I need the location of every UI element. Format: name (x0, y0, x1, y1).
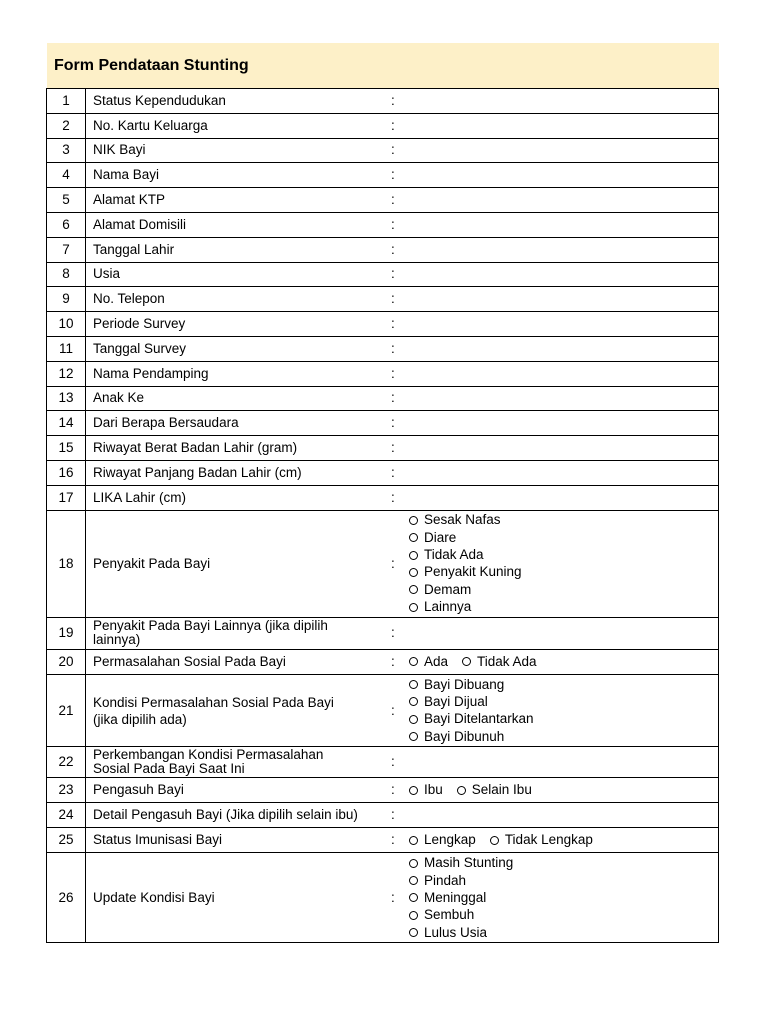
radio-circle-icon[interactable] (409, 657, 418, 666)
row-label (86, 312, 392, 337)
radio-option-label: Lengkap (424, 832, 476, 848)
radio-circle-icon[interactable] (409, 516, 418, 525)
row-number: 21 (47, 674, 86, 747)
radio-group (409, 675, 718, 747)
form-table-body (47, 89, 719, 943)
row-value-field[interactable] (407, 747, 719, 778)
radio-circle-icon[interactable] (409, 533, 418, 542)
row-value-field[interactable] (407, 262, 719, 287)
form-row (47, 89, 719, 114)
row-label-text: Tanggal Survey (93, 340, 187, 356)
form-row (47, 188, 719, 213)
row-number: 24 (47, 803, 86, 828)
form-row (47, 163, 719, 188)
form-title-bar (47, 43, 719, 88)
row-label (86, 747, 392, 778)
radio-option-label: Bayi Dijual (424, 693, 488, 709)
form-row (47, 803, 719, 828)
row-separator: : (391, 510, 407, 617)
form-row (47, 336, 719, 361)
radio-option-label: Tidak Ada (477, 653, 537, 669)
row-separator: : (391, 828, 407, 853)
row-label (86, 485, 392, 510)
row-value-field[interactable] (407, 287, 719, 312)
radio-circle-icon[interactable] (409, 911, 418, 920)
form-row (47, 510, 719, 617)
form-row (47, 262, 719, 287)
row-label-text: Pengasuh Bayi (93, 782, 184, 798)
row-value-field[interactable] (407, 510, 719, 617)
form-row (47, 828, 719, 853)
form-row (47, 747, 719, 778)
row-separator: : (391, 113, 407, 138)
row-label-text: Alamat KTP (93, 192, 166, 208)
radio-option[interactable] (409, 711, 718, 728)
row-value-field[interactable] (407, 113, 719, 138)
form-row (47, 649, 719, 674)
row-separator: : (391, 803, 407, 828)
row-label-text: Nama Bayi (93, 167, 160, 183)
form-row (47, 411, 719, 436)
row-value-field[interactable] (407, 312, 719, 337)
row-label-text: Tanggal Lahir (93, 241, 175, 257)
radio-circle-icon[interactable] (409, 732, 418, 741)
radio-option[interactable] (409, 924, 718, 941)
radio-circle-icon[interactable] (409, 715, 418, 724)
row-label-text: Riwayat Panjang Badan Lahir (cm) (93, 464, 302, 480)
row-label (86, 336, 392, 361)
row-separator: : (391, 312, 407, 337)
row-separator: : (391, 287, 407, 312)
row-label-text: Anak Ke (93, 390, 145, 406)
row-value-field[interactable] (407, 853, 719, 943)
form-row (47, 113, 719, 138)
radio-option[interactable] (409, 693, 718, 710)
row-label (86, 188, 392, 213)
radio-circle-icon[interactable] (490, 836, 499, 845)
row-number: 20 (47, 649, 86, 674)
row-number: 26 (47, 853, 86, 943)
row-label (86, 460, 392, 485)
row-label (86, 262, 392, 287)
form-row (47, 436, 719, 461)
row-label-text: Periode Survey (93, 316, 186, 332)
radio-option[interactable] (409, 854, 718, 871)
row-value-field[interactable] (407, 237, 719, 262)
radio-circle-icon[interactable] (409, 568, 418, 577)
radio-group (409, 781, 718, 800)
radio-option[interactable] (409, 907, 718, 924)
radio-circle-icon[interactable] (409, 585, 418, 594)
form-row (47, 485, 719, 510)
radio-option-label: Lainnya (424, 599, 472, 615)
form-row (47, 674, 719, 747)
radio-option-label: Selain Ibu (471, 782, 532, 798)
radio-option-label: Ada (424, 653, 449, 669)
radio-group (409, 511, 718, 617)
row-number: 13 (47, 386, 86, 411)
radio-option-label: Ibu (424, 782, 443, 798)
row-number: 7 (47, 237, 86, 262)
row-value-field[interactable] (407, 485, 719, 510)
row-number: 10 (47, 312, 86, 337)
form-row (47, 237, 719, 262)
row-label-text: LIKA Lahir (cm) (93, 489, 187, 505)
row-separator: : (391, 336, 407, 361)
row-label-text: Kondisi Permasalahan Sosial Pada Bayi (jika dipilih ada) (93, 694, 334, 727)
row-number: 15 (47, 436, 86, 461)
radio-circle-icon[interactable] (409, 876, 418, 885)
row-number: 1 (47, 89, 86, 114)
row-label-text: No. Kartu Keluarga (93, 117, 208, 133)
row-value-field[interactable] (407, 674, 719, 747)
row-value-field[interactable] (407, 436, 719, 461)
row-value-field[interactable] (407, 386, 719, 411)
radio-group (409, 652, 718, 671)
row-label (86, 674, 392, 747)
radio-option[interactable] (409, 782, 443, 799)
row-label-text: Detail Pengasuh Bayi (Jika dipilih selain ibu) (93, 807, 358, 823)
row-separator: : (391, 649, 407, 674)
form-row (47, 778, 719, 803)
radio-option-label: Tidak Lengkap (504, 832, 593, 848)
row-number: 5 (47, 188, 86, 213)
row-number: 14 (47, 411, 86, 436)
row-number: 12 (47, 361, 86, 386)
row-separator: : (391, 674, 407, 747)
radio-option[interactable] (409, 581, 718, 598)
radio-option-label: Diare (424, 529, 457, 545)
row-separator: : (391, 138, 407, 163)
radio-option[interactable] (457, 782, 532, 799)
form-title: Form Pendataan Stunting (54, 56, 249, 74)
radio-option[interactable] (409, 872, 718, 889)
row-label (86, 287, 392, 312)
row-value-field[interactable] (407, 336, 719, 361)
radio-option-label: Bayi Dibuang (424, 676, 505, 692)
row-separator: : (391, 460, 407, 485)
row-separator: : (391, 485, 407, 510)
row-value-field[interactable] (407, 649, 719, 674)
row-value-field[interactable] (407, 361, 719, 386)
row-label (86, 778, 392, 803)
row-separator: : (391, 262, 407, 287)
row-separator: : (391, 237, 407, 262)
row-label (86, 510, 392, 617)
row-separator: : (391, 361, 407, 386)
radio-option[interactable] (409, 728, 718, 745)
row-label-text: No. Telepon (93, 291, 165, 307)
row-number: 2 (47, 113, 86, 138)
radio-circle-icon[interactable] (409, 928, 418, 937)
row-label (86, 853, 392, 943)
row-label-text: Perkembangan Kondisi Permasalahan Sosial Pada Bayi Saat Ini (93, 747, 324, 777)
row-number: 16 (47, 460, 86, 485)
row-label (86, 803, 392, 828)
radio-option[interactable] (409, 546, 718, 563)
row-label (86, 361, 392, 386)
radio-option[interactable] (409, 653, 448, 670)
radio-option[interactable] (409, 832, 476, 849)
row-label (86, 138, 392, 163)
row-label (86, 237, 392, 262)
row-label-text: Dari Berapa Bersaudara (93, 415, 239, 431)
radio-option[interactable] (409, 529, 718, 546)
row-separator: : (391, 853, 407, 943)
row-label (86, 212, 392, 237)
form-row (47, 287, 719, 312)
row-value-field[interactable] (407, 138, 719, 163)
row-label (86, 113, 392, 138)
form-row (47, 312, 719, 337)
row-label (86, 617, 392, 649)
radio-circle-icon[interactable] (409, 786, 418, 795)
row-value-field[interactable] (407, 803, 719, 828)
row-label (86, 828, 392, 853)
row-label (86, 649, 392, 674)
radio-circle-icon[interactable] (409, 551, 418, 560)
radio-option-label: Masih Stunting (424, 855, 514, 871)
radio-option[interactable] (409, 599, 718, 616)
form-row (47, 361, 719, 386)
form-row (47, 212, 719, 237)
row-separator: : (391, 89, 407, 114)
row-label-text: Nama Pendamping (93, 365, 209, 381)
radio-option-label: Tidak Ada (424, 547, 484, 563)
form-row (47, 617, 719, 649)
row-number: 9 (47, 287, 86, 312)
radio-circle-icon[interactable] (409, 603, 418, 612)
radio-option[interactable] (409, 676, 718, 693)
form-table (46, 88, 719, 943)
row-separator: : (391, 386, 407, 411)
row-number: 23 (47, 778, 86, 803)
radio-option-label: Demam (424, 581, 472, 597)
radio-option-label: Sembuh (424, 907, 475, 923)
row-separator: : (391, 188, 407, 213)
row-label-text: Update Kondisi Bayi (93, 889, 215, 905)
form-row (47, 853, 719, 943)
row-separator: : (391, 212, 407, 237)
row-label-text: Permasalahan Sosial Pada Bayi (93, 653, 286, 669)
row-number: 22 (47, 747, 86, 778)
row-number: 11 (47, 336, 86, 361)
radio-option-label: Meninggal (424, 889, 487, 905)
row-separator: : (391, 617, 407, 649)
row-label-text: Status Kependudukan (93, 92, 226, 108)
row-number: 8 (47, 262, 86, 287)
row-separator: : (391, 411, 407, 436)
row-label-text: Riwayat Berat Badan Lahir (gram) (93, 440, 298, 456)
row-label (86, 386, 392, 411)
row-number: 6 (47, 212, 86, 237)
form-row (47, 386, 719, 411)
row-label (86, 436, 392, 461)
radio-circle-icon[interactable] (457, 786, 466, 795)
radio-option[interactable] (409, 564, 718, 581)
radio-circle-icon[interactable] (462, 657, 471, 666)
row-label-text: Status Imunisasi Bayi (93, 832, 223, 848)
row-label-text: NIK Bayi (93, 142, 146, 158)
row-separator: : (391, 436, 407, 461)
radio-option-label: Bayi Ditelantarkan (424, 711, 534, 727)
radio-option-label: Pindah (424, 872, 467, 888)
row-label-text: Alamat Domisili (93, 216, 187, 232)
radio-option-label: Sesak Nafas (424, 512, 501, 528)
row-value-field[interactable] (407, 828, 719, 853)
row-separator: : (391, 747, 407, 778)
row-value-field[interactable] (407, 188, 719, 213)
row-value-field[interactable] (407, 212, 719, 237)
radio-circle-icon[interactable] (409, 697, 418, 706)
radio-option[interactable] (409, 512, 718, 529)
form-row (47, 138, 719, 163)
radio-option-label: Penyakit Kuning (424, 564, 522, 580)
row-label-text: Usia (93, 266, 121, 282)
radio-option[interactable] (409, 889, 718, 906)
row-value-field[interactable] (407, 89, 719, 114)
row-separator: : (391, 163, 407, 188)
radio-circle-icon[interactable] (409, 893, 418, 902)
radio-group (409, 853, 718, 942)
radio-option-label: Bayi Dibunuh (424, 728, 505, 744)
row-value-field[interactable] (407, 163, 719, 188)
radio-option-label: Lulus Usia (424, 924, 488, 940)
radio-circle-icon[interactable] (409, 836, 418, 845)
row-number: 4 (47, 163, 86, 188)
row-number: 25 (47, 828, 86, 853)
row-label-text: Penyakit Pada Bayi Lainnya (jika dipilih lainnya) (93, 618, 328, 648)
row-number: 19 (47, 617, 86, 649)
row-value-field[interactable] (407, 411, 719, 436)
row-label-text: Penyakit Pada Bayi (93, 555, 211, 571)
row-value-field[interactable] (407, 778, 719, 803)
row-number: 17 (47, 485, 86, 510)
row-value-field[interactable] (407, 617, 719, 649)
row-label (86, 89, 392, 114)
radio-circle-icon[interactable] (409, 859, 418, 868)
radio-option[interactable] (462, 653, 537, 670)
form-row (47, 460, 719, 485)
row-value-field[interactable] (407, 460, 719, 485)
row-separator: : (391, 778, 407, 803)
radio-circle-icon[interactable] (409, 680, 418, 689)
row-number: 18 (47, 510, 86, 617)
row-label (86, 411, 392, 436)
radio-option[interactable] (490, 832, 593, 849)
radio-group (409, 831, 718, 850)
row-label (86, 163, 392, 188)
row-number: 3 (47, 138, 86, 163)
